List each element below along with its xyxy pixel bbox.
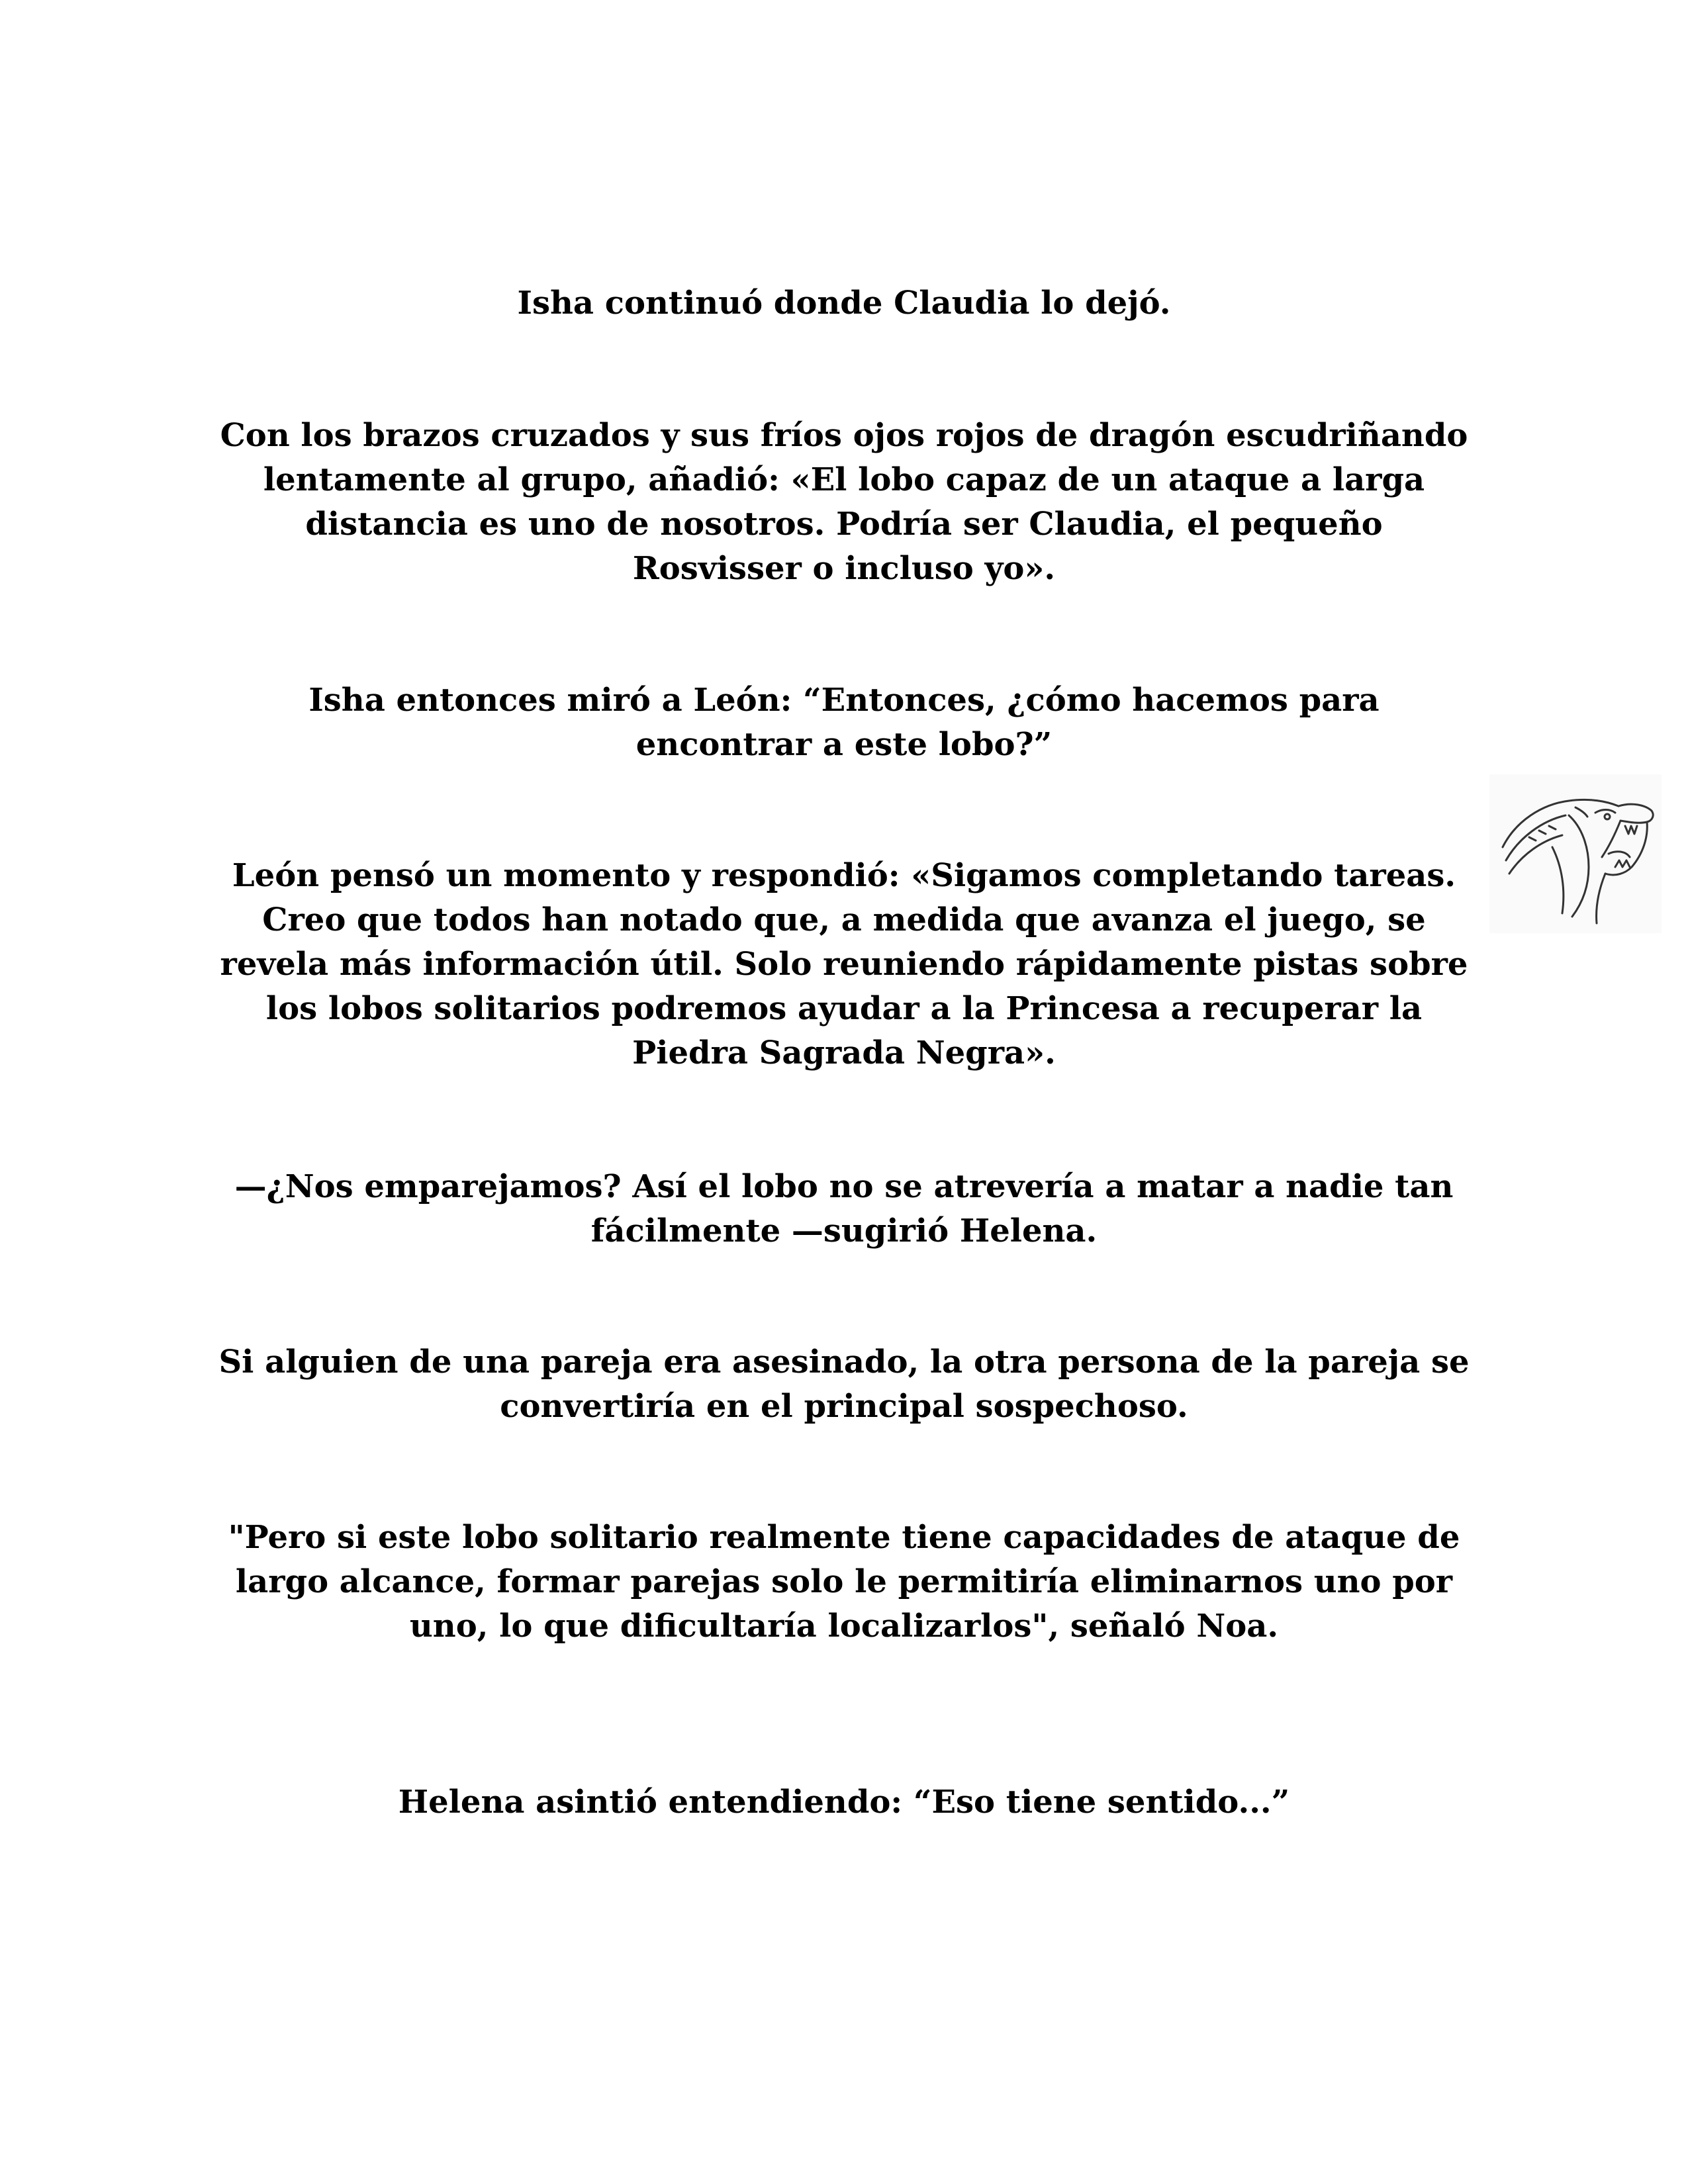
paragraph-6: Si alguien de una pareja era asesinado, la otra persona de la pareja se convertiría en el principal sospechoso.: [218, 1343, 1470, 1425]
paragraph-7: "Pero si este lobo solitario realmente tiene capacidades de ataque de largo alcance, formar parejas solo le permitiría eliminarnos uno por uno, lo que dificultaría localizarlos", señaló Noa.: [228, 1519, 1460, 1645]
paragraph-1: Isha continuó donde Claudia lo dejó.: [517, 285, 1171, 322]
paragraph-5: —¿Nos emparejamos? Así el lobo no se atrevería a matar a nadie tan fácilmente —sugirió Helena.: [234, 1168, 1454, 1250]
paragraph-2: Con los brazos cruzados y sus fríos ojos rojos de dragón escudriñando lentamente al grupo, añadió: «El lobo capaz de un ataque a larga distancia es uno de nosotros. Podría ser Claudia, el pequeño Rosvisser o incluso yo».: [220, 417, 1468, 587]
paragraph-3: Isha entonces miró a León: “Entonces, ¿cómo hacemos para encontrar a este lobo?”: [308, 682, 1380, 763]
paragraph-4: León pensó un momento y respondió: «Sigamos completando tareas. Creo que todos han notado que, a medida que avanza el juego, se revela más información útil. Solo reuniendo rápidamente pistas sobre los lobos solitarios podremos ayudar a la Princesa a recuperar la Piedra Sagrada Negra».: [220, 857, 1468, 1071]
dragon-head-sketch-icon: [1489, 774, 1662, 933]
paragraph-8: Helena asintió entendiendo: “Eso tiene sentido...”: [398, 1784, 1290, 1821]
